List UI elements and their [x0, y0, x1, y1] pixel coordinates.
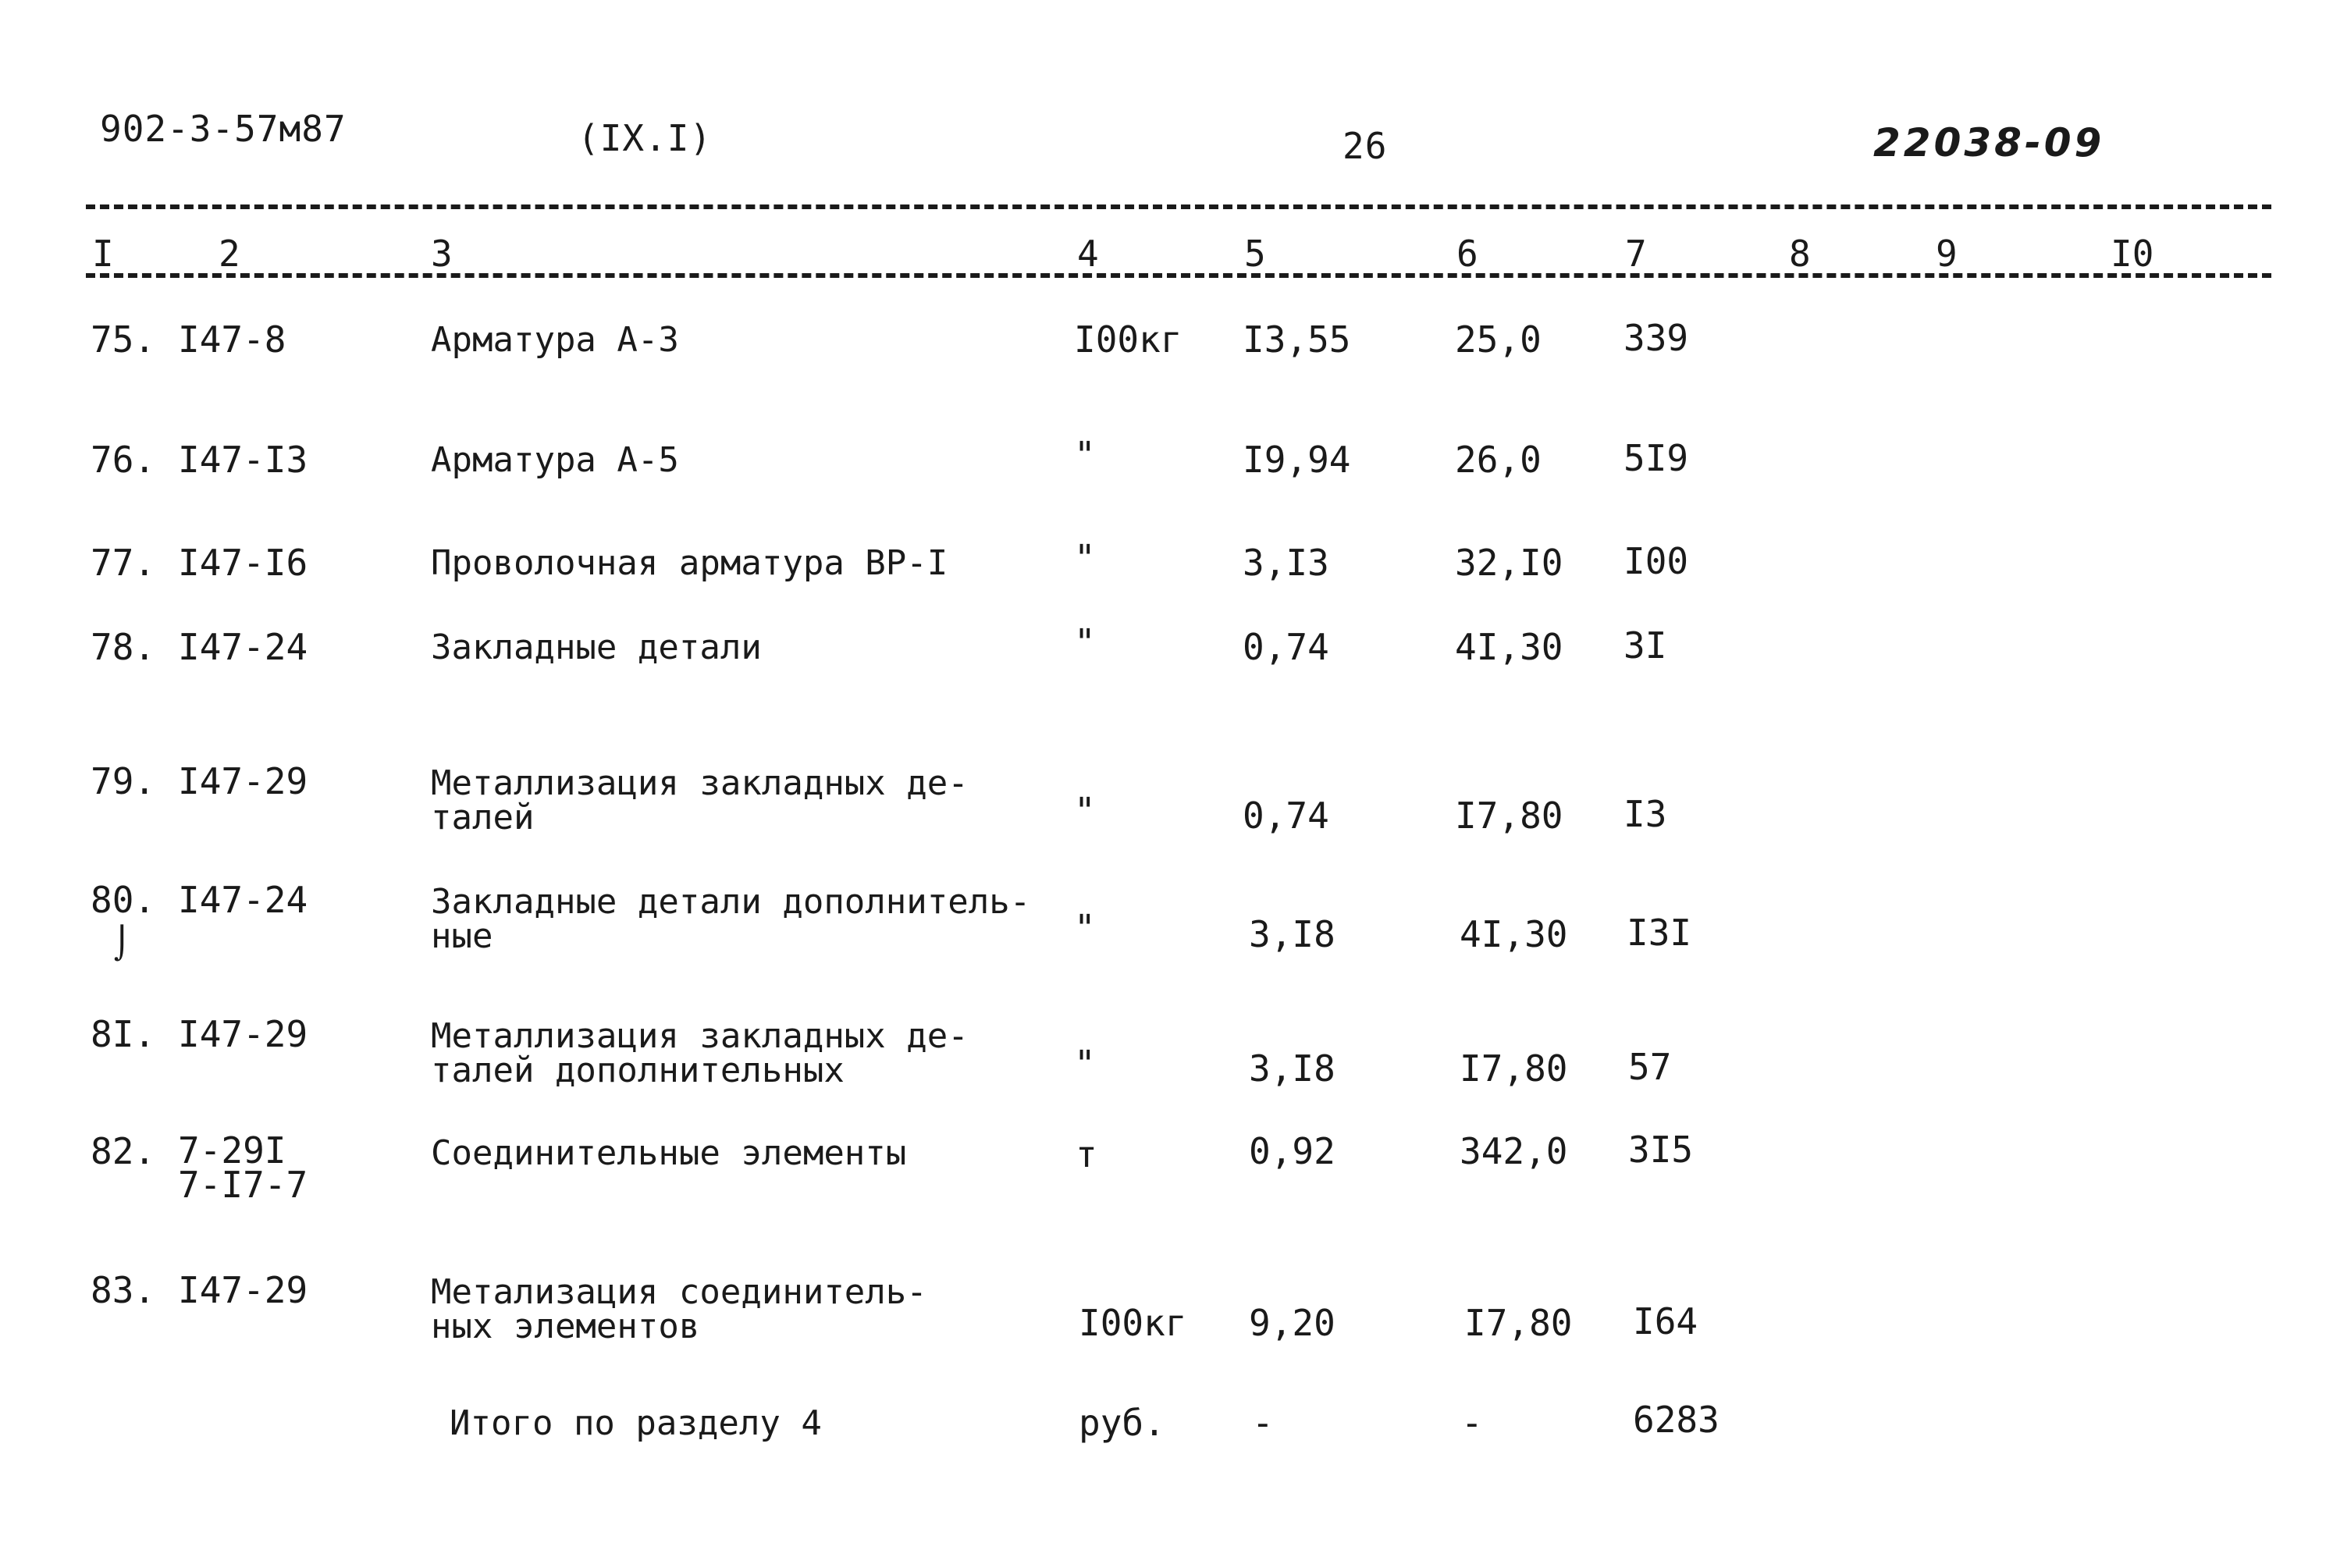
row-total: 5I9	[1623, 437, 1689, 479]
row-total: 339	[1623, 317, 1689, 359]
row-total: I00	[1623, 540, 1689, 582]
row-number: 76.	[91, 439, 156, 481]
page-number: 26	[1343, 125, 1388, 167]
row-description: Закладные детали	[431, 628, 762, 667]
row-quantity: 3,I8	[1249, 1047, 1335, 1090]
archive-stamp: 22038-09	[1873, 120, 2105, 165]
summary-price: -	[1461, 1402, 1483, 1444]
row-price: I7,80	[1464, 1302, 1573, 1344]
row-total: I3	[1623, 793, 1667, 835]
column-header-7: 7	[1625, 233, 1647, 275]
row-price: I7,80	[1455, 795, 1563, 837]
row-code: I47-I6	[178, 542, 308, 584]
column-header-6: 6	[1456, 233, 1478, 275]
row-number: 78.	[91, 626, 156, 668]
column-header-8: 8	[1789, 233, 1811, 275]
row-code: I47-29	[178, 1013, 308, 1055]
row-description: Арматура А-5	[431, 440, 679, 480]
row-number: 79.	[91, 760, 156, 802]
row-code: I47-24	[178, 879, 308, 921]
row-unit: "	[1074, 537, 1096, 579]
row-number: 83.	[91, 1269, 156, 1311]
row-quantity: 0,92	[1249, 1130, 1335, 1172]
row-quantity: 3,I3	[1243, 542, 1329, 584]
row-price: 4I,30	[1460, 913, 1568, 955]
column-header-2: 2	[219, 233, 240, 275]
row-total: 3I5	[1628, 1129, 1694, 1171]
row-quantity: 0,74	[1243, 626, 1329, 668]
row-quantity: 3,I8	[1249, 913, 1335, 955]
row-total: I64	[1633, 1300, 1698, 1342]
row-price: 4I,30	[1455, 626, 1563, 668]
row-description: Проволочная арматура ВР-I	[431, 543, 948, 583]
row-description: Арматура А-3	[431, 320, 679, 360]
row-unit: "	[1074, 790, 1096, 832]
row-description: Закладные детали дополнитель- ные	[431, 882, 1031, 956]
row-code: I47-I3	[178, 439, 308, 481]
row-code: 7-29I 7-I7-7	[178, 1129, 308, 1206]
row-unit: т	[1076, 1133, 1097, 1175]
row-total: I3I	[1627, 912, 1692, 954]
row-price: 32,I0	[1455, 542, 1563, 584]
row-total: 3I	[1623, 624, 1667, 667]
check-mark-icon: ⌡	[114, 926, 130, 962]
summary-unit: руб.	[1079, 1402, 1165, 1444]
row-number: 82.	[91, 1130, 156, 1172]
row-price: 26,0	[1455, 439, 1542, 481]
row-code: I47-24	[178, 626, 308, 668]
row-number: 77.	[91, 542, 156, 584]
row-unit: I00кг	[1074, 318, 1183, 361]
column-header-4: 4	[1077, 233, 1099, 275]
column-header-5: 5	[1244, 233, 1266, 275]
summary-label: Итого по разделу 4	[450, 1403, 822, 1443]
row-quantity: 0,74	[1243, 795, 1329, 837]
column-header-3: 3	[431, 233, 453, 275]
row-number: 80.	[91, 879, 156, 921]
row-description: Металлизация закладных де- талей	[431, 763, 969, 837]
row-unit: "	[1074, 1043, 1096, 1085]
section-label: (IX.I)	[578, 117, 713, 159]
row-unit: "	[1074, 621, 1096, 663]
row-price: I7,80	[1460, 1047, 1568, 1090]
row-unit: "	[1074, 907, 1096, 949]
row-price: 25,0	[1455, 318, 1542, 361]
row-code: I47-29	[178, 1269, 308, 1311]
row-code: I47-29	[178, 760, 308, 802]
row-price: 342,0	[1460, 1130, 1568, 1172]
column-header-10: I0	[2111, 233, 2154, 275]
row-description: Метализация соединитель- ных элементов	[431, 1272, 927, 1346]
summary-total: 6283	[1633, 1399, 1720, 1441]
row-unit: I00кг	[1079, 1302, 1187, 1344]
row-total: 57	[1628, 1046, 1672, 1088]
summary-quantity: -	[1252, 1402, 1274, 1444]
row-number: 75.	[91, 318, 156, 361]
row-quantity: 9,20	[1249, 1302, 1335, 1344]
row-unit: "	[1074, 434, 1096, 476]
row-quantity: I9,94	[1243, 439, 1351, 481]
column-header-9: 9	[1936, 233, 1958, 275]
column-header-1: I	[92, 233, 114, 275]
row-description: Соединительные элементы	[431, 1133, 907, 1173]
row-number: 8I.	[91, 1013, 156, 1055]
row-description: Металлизация закладных де- талей дополнительных	[431, 1016, 969, 1090]
row-quantity: I3,55	[1243, 318, 1351, 361]
document-code: 902-3-57м87	[100, 108, 347, 150]
header-rule-top	[86, 204, 2271, 209]
row-code: I47-8	[178, 318, 286, 361]
